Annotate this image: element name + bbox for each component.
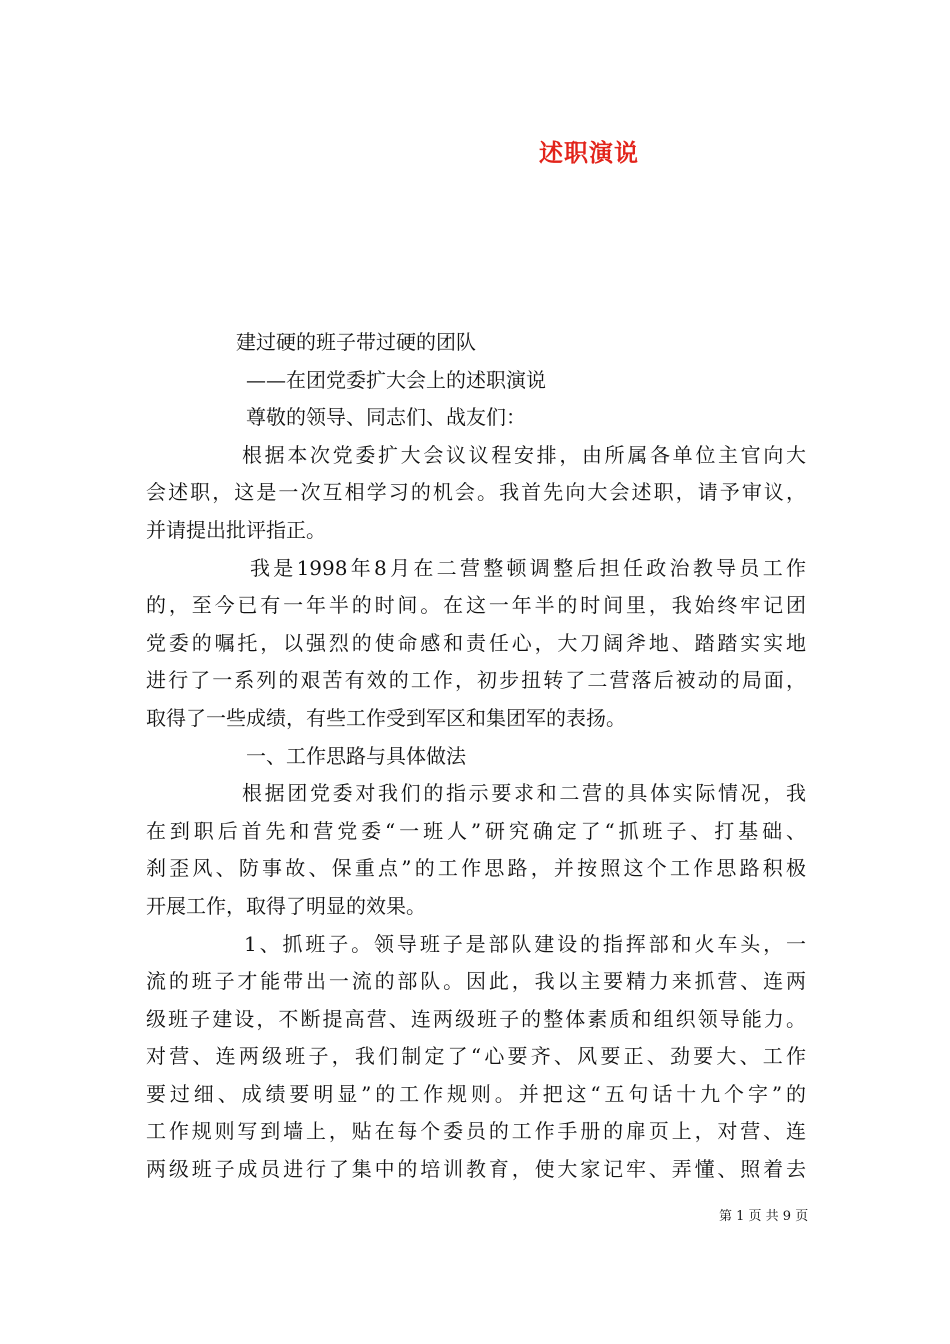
paragraph-line: 会述职，这是一次互相学习的机会。我首先向大会述职，请予审议， xyxy=(146,480,806,505)
paragraph-line: 流的班子才能带出一流的部队。因此，我以主要精力来抓营、连两 xyxy=(146,969,806,994)
paragraph-line: 我是1998年8月在二营整顿调整后担任政治教导员工作 xyxy=(250,555,806,580)
paragraph-line: 党委的嘱托，以强烈的使命感和责任心，大刀阔斧地、踏踏实实地 xyxy=(146,630,806,655)
paragraph-line: 要过细、成绩要明显”的工作规则。并把这“五句话十九个字”的 xyxy=(146,1081,806,1106)
speech-subheading: ——在团党委扩大会上的述职演说 xyxy=(246,367,546,392)
paragraph-line: 根据本次党委扩大会议议程安排，由所属各单位主官向大 xyxy=(242,442,806,467)
document-title: 述职演说 xyxy=(539,138,639,167)
paragraph-line: 开展工作，取得了明显的效果。 xyxy=(146,893,426,918)
paragraph-line: 取得了一些成绩，有些工作受到军区和集团军的表扬。 xyxy=(146,705,626,730)
document-body xyxy=(146,324,806,1189)
paragraph-line: 刹歪风、防事故、保重点”的工作思路，并按照这个工作思路积极 xyxy=(146,856,806,881)
paragraph-line: 工作规则写到墙上，贴在每个委员的工作手册的扉页上，对营、连 xyxy=(146,1119,806,1144)
paragraph-line: 两级班子成员进行了集中的培训教育，使大家记牢、弄懂、照着去 xyxy=(146,1157,806,1182)
page-number: 第 1 页 共 9 页 xyxy=(719,1209,809,1224)
paragraph-line: 并请提出批评指正。 xyxy=(146,517,326,542)
paragraph-line: 根据团党委对我们的指示要求和二营的具体实际情况，我 xyxy=(242,781,806,806)
speech-heading: 建过硬的班子带过硬的团队 xyxy=(236,330,476,354)
paragraph-line: 的，至今已有一年半的时间。在这一年半的时间里，我始终牢记团 xyxy=(146,593,806,618)
salutation: 尊敬的领导、同志们、战友们： xyxy=(246,405,526,430)
paragraph-line: 进行了一系列的艰苦有效的工作，初步扭转了二营落后被动的局面， xyxy=(146,668,806,693)
paragraph-line: 1、抓班子。领导班子是部队建设的指挥部和火车头，一 xyxy=(244,931,806,956)
paragraph-line: 对营、连两级班子，我们制定了“心要齐、风要正、劲要大、工作 xyxy=(146,1044,806,1069)
section-heading: 一、工作思路与具体做法 xyxy=(246,743,466,768)
paragraph-line: 级班子建设，不断提高营、连两级班子的整体素质和组织领导能力。 xyxy=(146,1006,806,1031)
paragraph-line: 在到职后首先和营党委“一班人”研究确定了“抓班子、打基础、 xyxy=(146,818,806,843)
